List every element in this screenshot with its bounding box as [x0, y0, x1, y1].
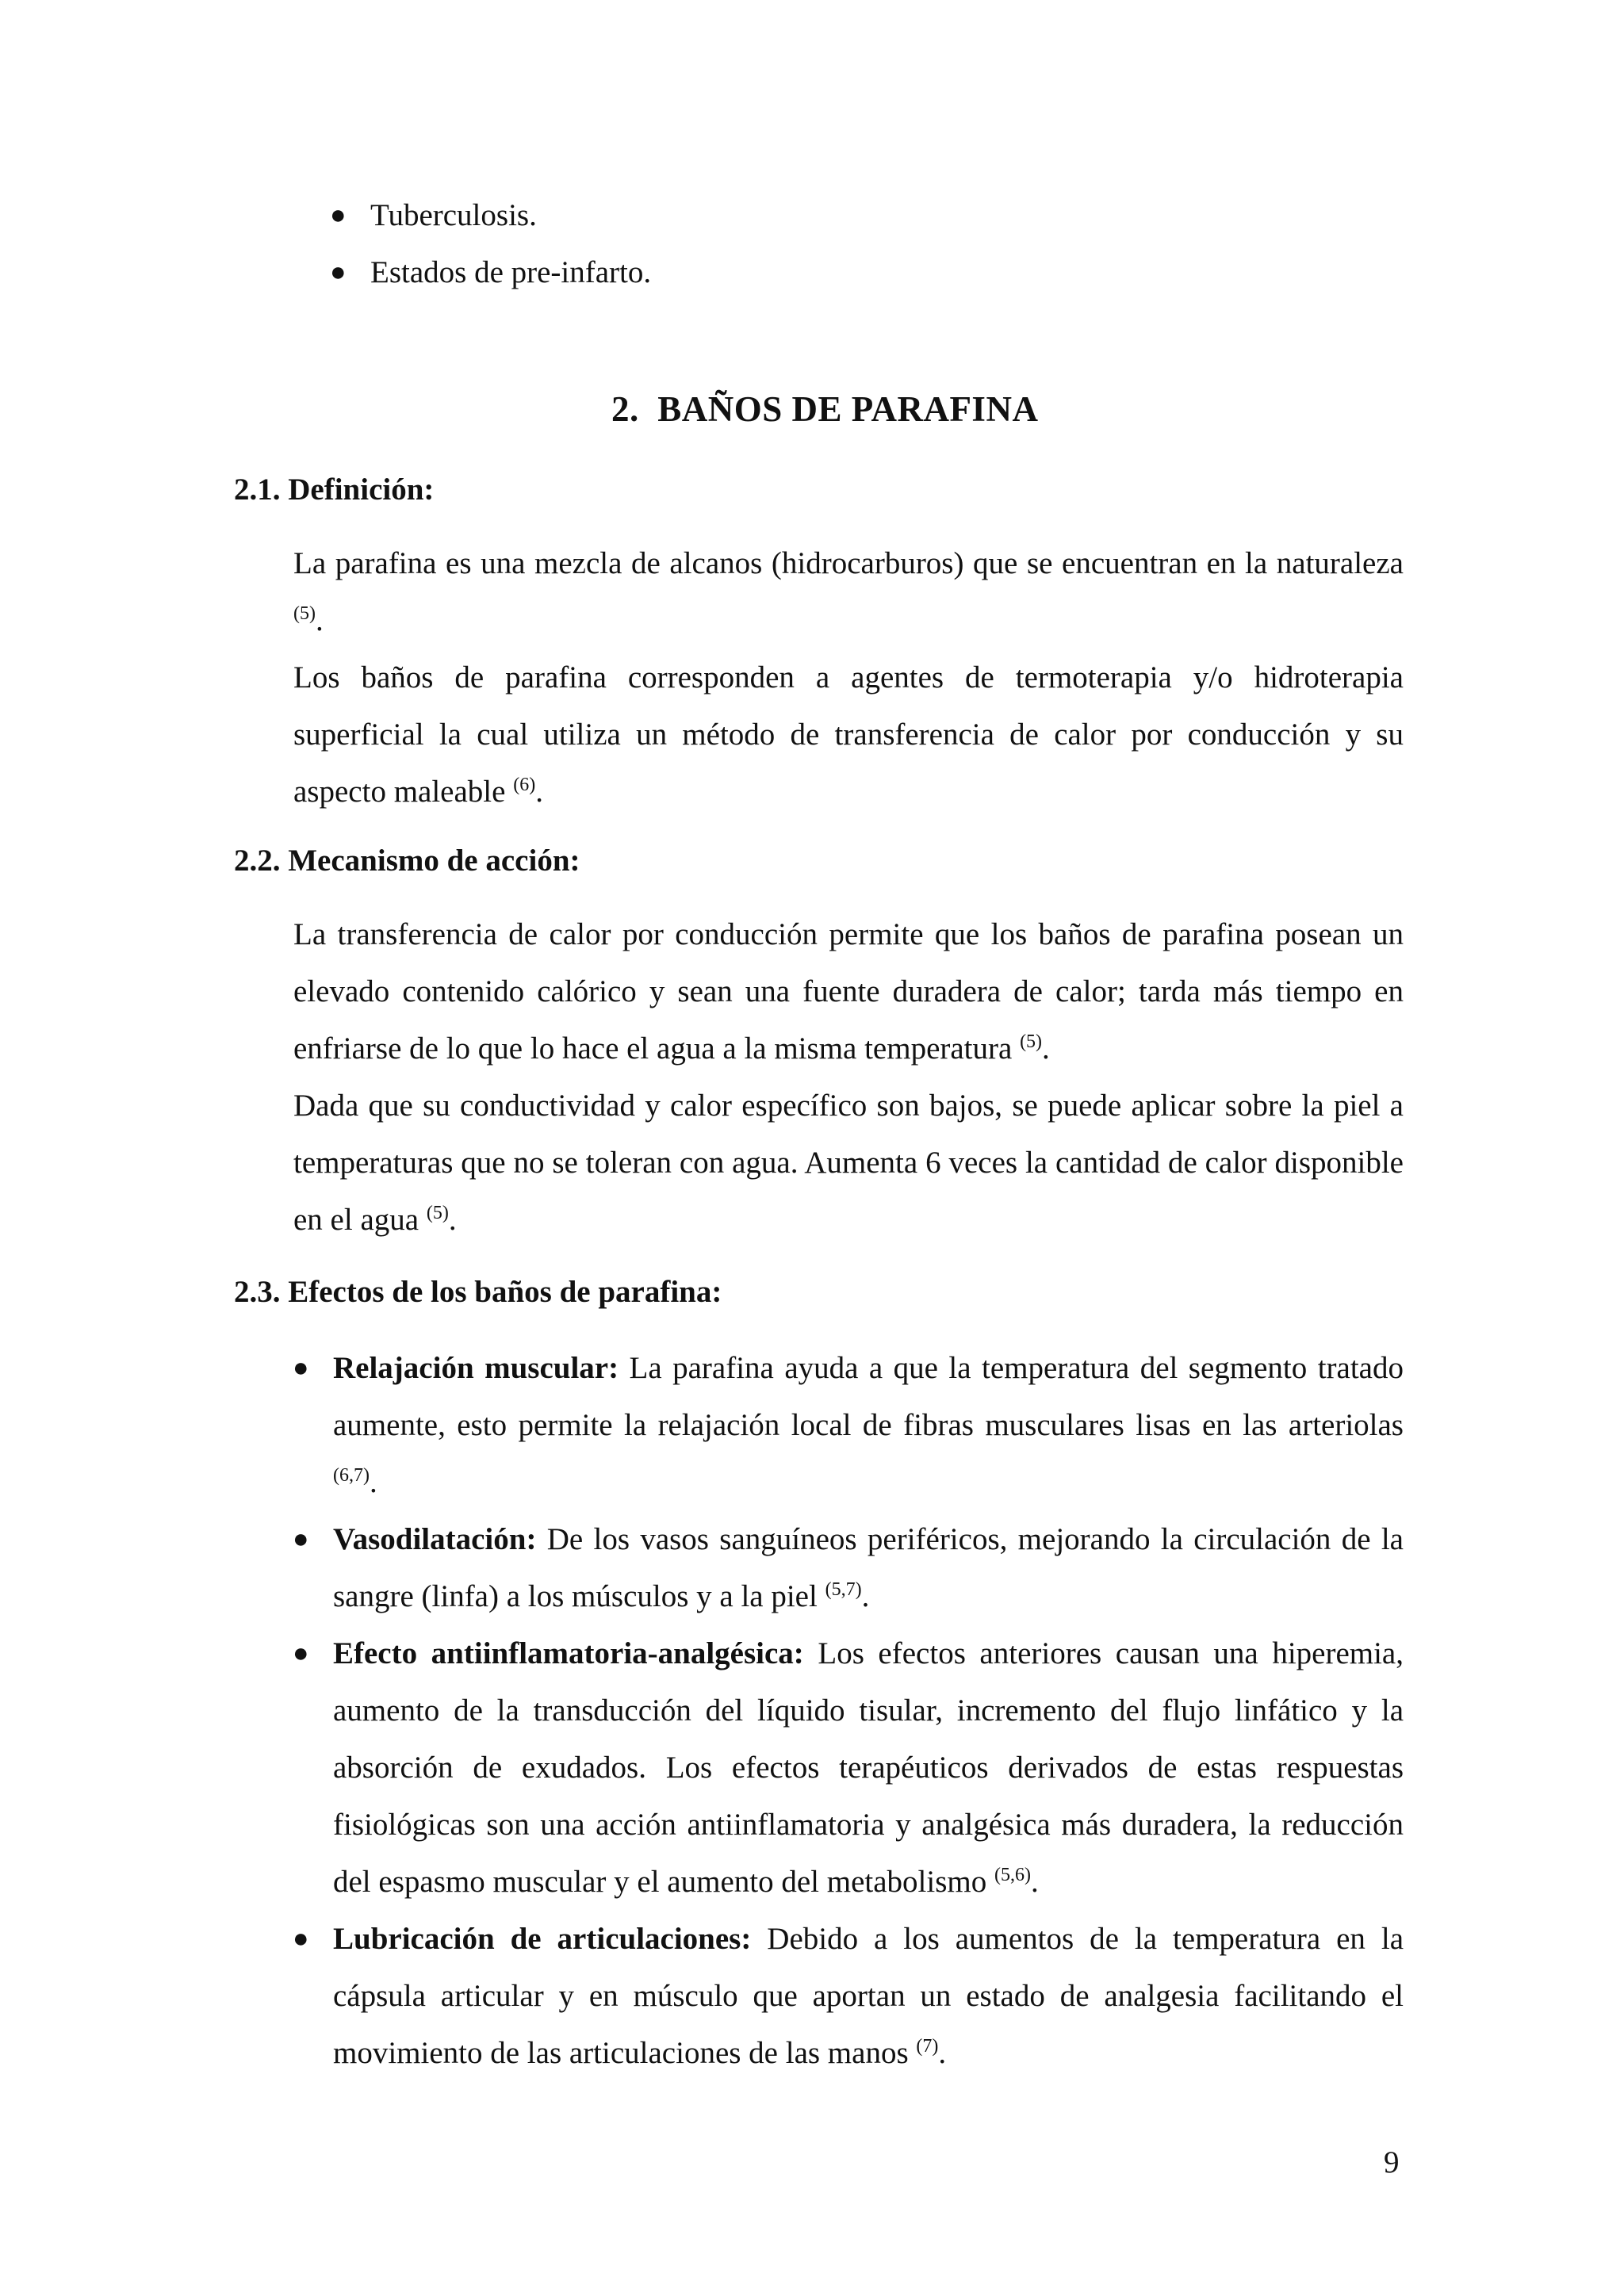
list-item: ● Efecto antiinflamatoria-analgésica: Los efectos anteriores causan una hiperemia, aumento de la transducción del líquido tisular, incremento del flujo linfático y la absorción de exudados. Los efectos terapéuticos derivados de estas respuestas fisiológicas son una acción antiinflamatoria y analgésica más duradera, la reducción del espasmo muscular y el aumento del metabolismo $^{(5,6)}$. [333, 1625, 1404, 1911]
list-item: ● Relajación muscular: La parafina ayuda a que la temperatura del segmento tratado aumente, esto permite la relajación local de fibras musculares lisas en las arteriolas $^{(6,7)}$. [333, 1340, 1404, 1511]
page-number: 9 [1384, 2145, 1400, 2179]
bullet-icon: ● [293, 1525, 309, 1554]
list-item: ● Lubricación de articulaciones: Debido a los aumentos de la temperatura en la cápsula articular y en músculo que aportan un estado de analgesia facilitando el movimiento de las articulaciones de las manos $^{(7)}$. [333, 1911, 1404, 2082]
top-bullet-list [330, 187, 1401, 301]
citation: (6) [513, 775, 536, 795]
subsection-heading-mecanismo: 2.2. Mecanismo de acción: [234, 844, 580, 878]
citation: (5,7) [825, 1579, 862, 1600]
paragraph: La parafina es una mezcla de alcanos (hidrocarburos) que se encuentran en la naturaleza $^{(5)}$. [293, 546, 1404, 637]
mecanismo-body [293, 906, 1404, 1249]
citation: (5,6) [994, 1865, 1031, 1885]
bullet-icon: ● [293, 1353, 309, 1383]
section-title: 2. BAÑOS DE PARAFINA [611, 389, 1039, 429]
citation: (6,7) [333, 1465, 370, 1486]
subsection-heading-efectos: 2.3. Efectos de los baños de parafina: [234, 1275, 722, 1309]
paragraph: La transferencia de calor por conducción permite que los baños de parafina posean un elevado contenido calórico y sean una fuente duradera de calor; tarda más tiempo en enfriarse de lo que lo hace el agua a la misma temperatura $^{(5)}$. [293, 917, 1404, 1066]
paragraph: Dada que su conductividad y calor específico son bajos, se puede aplicar sobre la piel a temperaturas que no se toleran con agua. Aumenta 6 veces la cantidad de calor disponible en el agua $^{(5)}$. [293, 1089, 1404, 1237]
citation: (7) [916, 2036, 939, 2057]
bullet-icon: ● [330, 258, 347, 287]
definicion-body [293, 535, 1404, 821]
bullet-icon: ● [293, 1639, 309, 1668]
list-item: ● Estados de pre-infarto. [370, 244, 1401, 301]
subsection-heading-definicion: 2.1. Definición: [234, 473, 435, 507]
bullet-icon: ● [293, 1924, 309, 1954]
paragraph: Los baños de parafina corresponden a agentes de termoterapia y/o hidroterapia superficial la cual utiliza un método de transferencia de calor por conducción y su aspecto maleable $^{(6)}$. [293, 660, 1404, 809]
bullet-icon: ● [330, 201, 347, 230]
citation: (5) [293, 603, 316, 624]
list-item: ● Tuberculosis. [370, 187, 1401, 244]
efectos-list [293, 1340, 1404, 2082]
list-item: ● Vasodilatación: De los vasos sanguíneos periféricos, mejorando la circulación de la sangre (linfa) a los músculos y a la piel $^{(5,7)}$. [333, 1511, 1404, 1625]
citation: (5) [1020, 1031, 1043, 1052]
citation: (5) [426, 1203, 449, 1223]
